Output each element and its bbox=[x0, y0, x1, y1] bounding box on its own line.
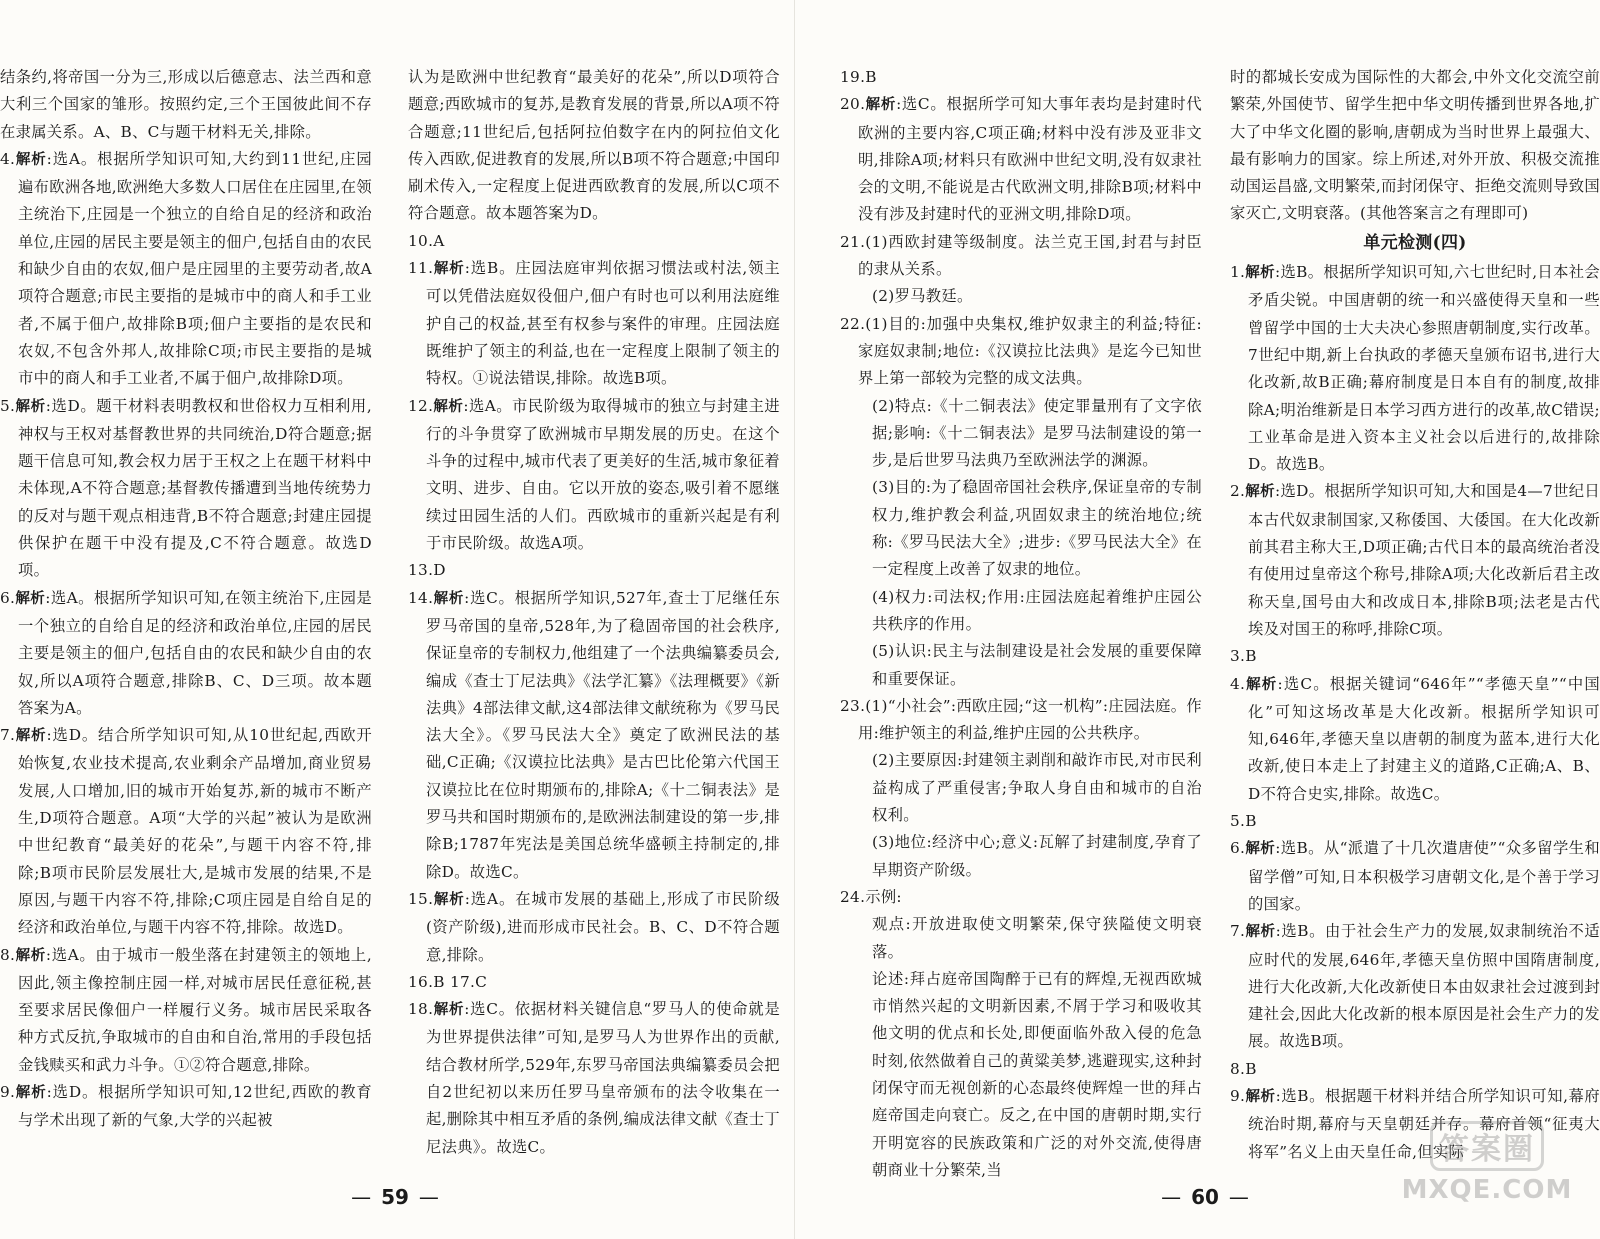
answer-text: B bbox=[1245, 812, 1257, 831]
answer-label: 解析 bbox=[433, 590, 465, 607]
answer-entry bbox=[408, 393, 780, 558]
answer-number: 16. bbox=[408, 972, 434, 991]
answer-entry bbox=[0, 585, 372, 722]
answer-entry bbox=[0, 1079, 372, 1135]
answer-text: :选D。根据所学知识可知,大和国是4—7世纪日本古代奴隶制国家,又称倭国、大倭国。在大化改新前其君主称大王,D项正确;古代日本的最高统治者没有使用过皇帝这个称号,排除A项;大化改新后君主改称天皇,国号由大和改成日本,排除B项;法老是古代埃及对国王的称呼,排除C项。 bbox=[1248, 482, 1600, 638]
answer-entry bbox=[840, 638, 1202, 693]
answer-text: (1)目的:加强中央集权,维护奴隶主的利益;特征:家庭奴隶制;地位:《汉谟拉比法典》是迄今已知世界上第一部较为完整的成文法典。 bbox=[858, 314, 1202, 388]
answer-entry bbox=[1230, 478, 1600, 643]
page-number-left: — 59 — bbox=[351, 1185, 439, 1209]
right-column-a bbox=[840, 64, 1202, 1184]
answer-label: 解析 bbox=[15, 947, 46, 964]
answer-number: 19. bbox=[840, 68, 866, 86]
answer-text: :选C。根据所学知识,527年,查士丁尼继任东罗马帝国的皇帝,528年,为了稳固帝国的社会秩序,保证皇帝的专制权力,他组建了一个法典编纂委员会,编成《查士丁尼法典》《法学汇纂》《法理概要》《新法典》4部法律文献,这4部法律文献统称为《罗马民法大全》。《罗马民法大全》奠定了欧洲民法的基础,C正确;《汉谟拉比法典》是古巴比伦第六代国王汉谟拉比在位时期颁布的,排除A;《十二铜表法》是罗马共和国时期颁布的,是欧洲法制建设的第一步,排除B;1787年宪法是美国总统华盛顿主持制定的,排除D。故选C。 bbox=[426, 588, 780, 881]
answer-number: 20. bbox=[840, 95, 866, 114]
answer-text: :选B。从“派遣了十几次遣唐使”“众多留学生和留学僧”可知,日本积极学习唐朝文化,是个善于学习的国家。 bbox=[1248, 839, 1600, 913]
page-number-right: — 60 — bbox=[1161, 1185, 1249, 1209]
answer-label: 解析 bbox=[433, 1002, 465, 1019]
answer-number: 5. bbox=[1230, 812, 1246, 831]
answer-label: 解析 bbox=[433, 891, 465, 908]
answer-text: :选D。题干材料表明教权和世俗权力互相利用,神权与王权对基督教世界的共同统治,D符合题意;据题干信息可知,教会权力居于王权之上在题干材料中未体现,A不符合题意;基督教传播遭到当地传统势力的反对与题干观点相违背,B不符合题意;封建庄园提供保护在题干中没有提及,C不符合题意。故选D项。 bbox=[18, 396, 372, 580]
answer-entry bbox=[1230, 808, 1600, 835]
answer-label: 解析 bbox=[1245, 676, 1278, 693]
answer-label: 解析 bbox=[15, 590, 46, 607]
answer-number: 7. bbox=[1230, 922, 1246, 941]
answer-number: 4. bbox=[1230, 674, 1246, 693]
answer-entry bbox=[840, 966, 1202, 1184]
answer-entry bbox=[1230, 64, 1600, 228]
answer-text: B bbox=[865, 68, 877, 86]
answer-entry bbox=[408, 64, 780, 228]
answer-entry bbox=[408, 996, 780, 1161]
answer-text: :选A。由于城市一般坐落在封建领主的领地上,因此,领主像控制庄园一样,对城市居民任意征税,甚至要求居民像佃户一样履行义务。城市居民采取各种方式反抗,争取城市的自由和自治,常用的手段包括金钱赎买和武力斗争。①②符合题意,排除。 bbox=[18, 945, 372, 1074]
answer-entry bbox=[1230, 643, 1600, 670]
answer-entry bbox=[408, 557, 780, 584]
answer-text: (4)权力:司法权;作用:庄园法庭起着维护庄园公共秩序的作用。 bbox=[872, 587, 1202, 633]
answer-entry bbox=[408, 228, 780, 255]
answer-text: :选C。根据关键词“646年”“孝德天皇”“中国化”可知这场改革是大化改新。根据所学知识可知,646年,孝德天皇以唐朝的制度为蓝本,进行大化改新,使日本走上了封建主义的道路,C正确;A、B、D不符合史实,排除。故选C。 bbox=[1248, 674, 1600, 803]
answer-entry bbox=[1230, 918, 1600, 1055]
answer-number: 13. bbox=[408, 561, 434, 580]
answer-text: (2)罗马教廷。 bbox=[872, 287, 973, 306]
answer-text: (1)“小社会”:西欧庄园;“这一机构”:庄园法庭。作用:维护领主的利益,维护庄园的公共秩序。 bbox=[858, 696, 1202, 743]
answer-number: 1. bbox=[1230, 263, 1246, 282]
answer-entry bbox=[408, 969, 780, 996]
answer-label: 解析 bbox=[865, 97, 897, 114]
answer-entry bbox=[0, 146, 372, 393]
watermark-logo-text: 答案圈 bbox=[1430, 1121, 1544, 1171]
answer-entry bbox=[1230, 671, 1600, 808]
left-column-a bbox=[0, 64, 372, 1135]
answer-text: :选B。根据所学知识可知,六七世纪时,日本社会矛盾尖锐。中国唐朝的统一和兴盛使得天皇和一些曾留学中国的士大夫决心参照唐朝制度,实行改革。7世纪中期,新上台执政的孝德天皇颁布诏书,进行大化改新,故B正确;幕府制度是日本自有的制度,故排除A;明治维新是日本学习西方进行的改革,故C错误;工业革命是进入资本主义社会以后进行的,故排除D。故选B。 bbox=[1248, 263, 1600, 474]
answer-text: B 17.C bbox=[433, 972, 488, 991]
answer-text: A bbox=[433, 231, 445, 250]
answer-entry bbox=[840, 747, 1202, 829]
answer-label: 解析 bbox=[1245, 924, 1276, 941]
answer-text: :选A。市民阶级为取得城市的独立与封建主进行的斗争贯穿了欧洲城市早期发展的历史。在这个斗争的过程中,城市代表了更美好的生活,城市象征着文明、进步、自由。它以开放的姿态,吸引着不愿继续过田园生活的人们。西欧城市的重新兴起是有利于市民阶级。故选A项。 bbox=[426, 396, 780, 553]
answer-number: 23. bbox=[840, 696, 866, 715]
answer-entry bbox=[840, 229, 1202, 284]
answer-text: D bbox=[433, 561, 446, 580]
answer-entry bbox=[840, 584, 1202, 639]
answer-text: :选D。根据所学知识可知,12世纪,西欧的教育与学术出现了新的气象,大学的兴起被 bbox=[18, 1082, 372, 1130]
answer-entry bbox=[840, 884, 1202, 911]
gutter-divider bbox=[794, 0, 795, 1239]
page-left bbox=[0, 0, 790, 1239]
answer-number: 6. bbox=[0, 588, 16, 607]
answer-number: 8. bbox=[1230, 1059, 1246, 1078]
answer-text: 结条约,将帝国一分为三,形成以后德意志、法兰西和意大利三个国家的雏形。按照约定,三个王国彼此间不存在隶属关系。A、B、C与题干材料无关,排除。 bbox=[0, 68, 372, 141]
answer-entry bbox=[0, 64, 372, 146]
answer-number: 4. bbox=[0, 149, 16, 168]
answer-number: 24. bbox=[840, 887, 866, 906]
answer-entry bbox=[840, 829, 1202, 884]
answer-label: 解析 bbox=[1245, 1088, 1276, 1105]
answer-text: :选A。根据所学知识可知,在领主统治下,庄园是一个独立的自给自足的经济和政治单位,庄园的居民主要是领主的佃户,包括自由的农民和缺少自由的农奴,所以A项符合题意,排除B、C、D三项。故本题答案为A。 bbox=[18, 588, 372, 717]
answer-text: :选A。在城市发展的基础上,形成了市民阶级(资产阶级),进而形成市民社会。B、C、D不符合题意,排除。 bbox=[426, 889, 780, 964]
answer-entry bbox=[840, 64, 1202, 91]
answer-number: 10. bbox=[408, 231, 434, 250]
answer-number: 3. bbox=[1230, 647, 1246, 666]
answer-text: 论述:拜占庭帝国陶醉于已有的辉煌,无视西欧城市悄然兴起的文明新因素,不屑于学习和吸收其他文明的优点和长处,即便面临外敌入侵的危急时刻,依然做着自己的黄粱美梦,逃避现实,这种封闭保守而无视创新的心态最终使辉煌一世的拜占庭帝国走向衰亡。反之,在中国的唐朝时期,实行开明宽容的民族政策和广泛的对外交流,使得唐朝商业十分繁荣,当 bbox=[872, 969, 1202, 1179]
answer-label: 解析 bbox=[15, 728, 47, 745]
answer-label: 解析 bbox=[15, 151, 47, 168]
right-column-b bbox=[1230, 64, 1600, 1166]
answer-label: 解析 bbox=[1245, 265, 1275, 282]
answer-entry bbox=[408, 886, 780, 969]
answer-text: B bbox=[1245, 1059, 1257, 1078]
answer-number: 2. bbox=[1230, 482, 1246, 501]
watermark-logo bbox=[1392, 1121, 1582, 1211]
answer-number: 6. bbox=[1230, 839, 1246, 858]
answer-text: :选A。根据所学知识可知,大约到11世纪,庄园遍布欧洲各地,欧洲绝大多数人口居住在庄园里,在领主统治下,庄园是一个独立的自给自足的经济和政治单位,庄园的居民主要是领主的佃户,包括自由的农民和缺少自由的农奴,佃户是庄园里的主要劳动者,故A项符合题意;市民主要指的是城市中的商人和手工业者,不属于佃户,故排除B项;佃户主要指的是农民和农奴,不包含外邦人,故排除C项;市民主要指的是城市中的商人和手工业者,不属于佃户,故排除D项。 bbox=[18, 149, 372, 388]
answer-entry bbox=[0, 393, 372, 585]
answer-number: 18. bbox=[408, 1000, 434, 1019]
section-title: 单元检测(四) bbox=[1363, 232, 1467, 253]
answer-number: 9. bbox=[1230, 1086, 1246, 1105]
answer-text: :选D。结合所学知识可知,从10世纪起,西欧开始恢复,农业技术提高,农业剩余产品增加,商业贸易发展,人口增加,旧的城市开始复苏,新的城市不断产生,D项符合题意。A项“大学的兴起”被认为是欧洲中世纪教育“最美好的花朵”,与题干内容不符,排除;B项市民阶层发展壮大,是城市发展的结果,不是原因,与题干内容不符,排除;C项庄园是自给自足的经济和政治单位,与题干内容不符,排除。故选D。 bbox=[18, 726, 372, 937]
answer-text: B bbox=[1245, 647, 1257, 666]
answer-entry bbox=[840, 91, 1202, 228]
answer-text: (2)特点:《十二铜表法》使定罪量刑有了文字依据;影响:《十二铜表法》是罗马法制建设的第一步,是后世罗马法典乃至欧洲法学的渊源。 bbox=[872, 396, 1202, 470]
answer-number: 7. bbox=[0, 726, 16, 745]
answer-number: 8. bbox=[0, 945, 16, 964]
answer-text: 时的都城长安成为国际性的大都会,中外文化交流空前繁荣,外国使节、留学生把中华文明传播到世界各地,扩大了中华文化圈的影响,唐朝成为当时世界上最强大、最有影响力的国家。综上所述,对外开放、积极交流推动国运昌盛,文明繁荣,而封闭保守、拒绝交流则导致国家灭亡,文明衰落。(其他答案言之有理即可) bbox=[1230, 68, 1600, 223]
answer-label: 解析 bbox=[15, 398, 46, 415]
answer-text: (2)主要原因:封建领主剥削和敲诈市民,对市民利益构成了严重侵害;争取人身自由和城市的自治权利。 bbox=[872, 751, 1202, 825]
page-right bbox=[810, 0, 1600, 1239]
answer-number: 11. bbox=[408, 259, 434, 278]
answer-label: 解析 bbox=[1245, 841, 1276, 858]
answer-entry bbox=[840, 911, 1202, 966]
answer-entry bbox=[840, 393, 1202, 475]
answer-text: :选B。由于社会生产力的发展,奴隶制统治不适应时代的发展,646年,孝德天皇仿照中国隋唐制度,进行大化改新,大化改新使日本由奴隶社会过渡到封建社会,因此大化改新的根本原因是社会生产力的发展。故选B项。 bbox=[1248, 922, 1600, 1051]
answer-label: 解析 bbox=[15, 1084, 47, 1101]
answer-text: :选B。根据题干材料并结合所学知识可知,幕府统治时期,幕府与天皇朝廷并存。幕府首领“征夷大将军”名义上由天皇任命,但实际 bbox=[1248, 1086, 1600, 1161]
answer-text: :选C。依据材料关键信息“罗马人的使命就是为世界提供法律”可知,是罗马人为世界作出的贡献,结合教材所学,529年,东罗马帝国法典编纂委员会把自2世纪初以来历任罗马皇帝颁布的法令收集在一起,删除其中相互矛盾的条例,编成法律文献《查士丁尼法典》。故选C。 bbox=[426, 1000, 780, 1156]
answer-text: :选C。根据所学可知大事年表均是封建时代欧洲的主要内容,C项正确;材料中没有涉及亚非文明,排除A项;材料只有欧洲中世纪文明,没有奴隶社会的文明,不能说是古代欧洲文明,排除B项;材料中没有涉及封建时代的亚洲文明,排除D项。 bbox=[858, 95, 1202, 224]
answer-label: 解析 bbox=[433, 398, 464, 415]
answer-entry bbox=[840, 693, 1202, 748]
answer-number: 14. bbox=[408, 588, 434, 607]
answer-number: 22. bbox=[840, 314, 866, 333]
answer-label: 解析 bbox=[433, 261, 465, 278]
watermark-url: MXQE.COM bbox=[1401, 1175, 1573, 1205]
answer-entry bbox=[1230, 1056, 1600, 1083]
answer-text: 认为是欧洲中世纪教育“最美好的花朵”,所以D项符合题意;西欧城市的复苏,是教育发展的背景,所以A项不符合题意;11世纪后,包括阿拉伯数字在内的阿拉伯文化传入西欧,促进教育的发展,所以B项不符合题意;中国印刷术传入,一定程度上促进西欧教育的发展,所以C项不符合题意。故本题答案为D。 bbox=[408, 68, 780, 223]
answer-label: 解析 bbox=[1245, 484, 1275, 501]
left-column-b bbox=[408, 64, 780, 1161]
answer-number: 5. bbox=[0, 396, 16, 415]
answer-text: (1)西欧封建等级制度。法兰克王国,封君与封臣的隶从关系。 bbox=[858, 232, 1202, 279]
answer-text: 示例: bbox=[865, 887, 902, 906]
answer-number: 15. bbox=[408, 889, 434, 908]
answer-entry bbox=[1230, 259, 1600, 478]
answer-entry bbox=[0, 722, 372, 941]
answer-number: 12. bbox=[408, 396, 434, 415]
answer-text: :选B。庄园法庭审判依据习惯法或村法,领主可以凭借法庭奴役佃户,佃户有时也可以利用法庭维护自己的权益,甚至有权参与案件的审理。庄园法庭既维护了领主的利益,也在一定程度上限制了领主的特权。①说法错误,排除。故选B项。 bbox=[426, 259, 780, 388]
answer-number: 9. bbox=[0, 1082, 16, 1101]
answer-text: (5)认识:民主与法制建设是社会发展的重要保障和重要保证。 bbox=[872, 642, 1202, 688]
answer-entry bbox=[0, 942, 372, 1079]
answer-entry bbox=[840, 311, 1202, 393]
answer-text: (3)目的:为了稳固帝国社会秩序,保证皇帝的专制权力,维护教会利益,巩固奴隶主的统治地位;统称:《罗马民法大全》;进步:《罗马民法大全》在一定程度上改善了奴隶的地位。 bbox=[872, 478, 1202, 579]
answer-entry bbox=[408, 255, 780, 392]
answer-entry bbox=[840, 283, 1202, 310]
answer-entry bbox=[840, 474, 1202, 583]
answer-entry bbox=[408, 585, 780, 886]
answer-text: (3)地位:经济中心;意义:瓦解了封建制度,孕育了早期资产阶级。 bbox=[872, 833, 1202, 879]
answer-number: 21. bbox=[840, 232, 866, 251]
answer-text: 观点:开放进取使文明繁荣,保守狭隘使文明衰落。 bbox=[872, 915, 1202, 961]
answer-entry bbox=[1230, 835, 1600, 918]
